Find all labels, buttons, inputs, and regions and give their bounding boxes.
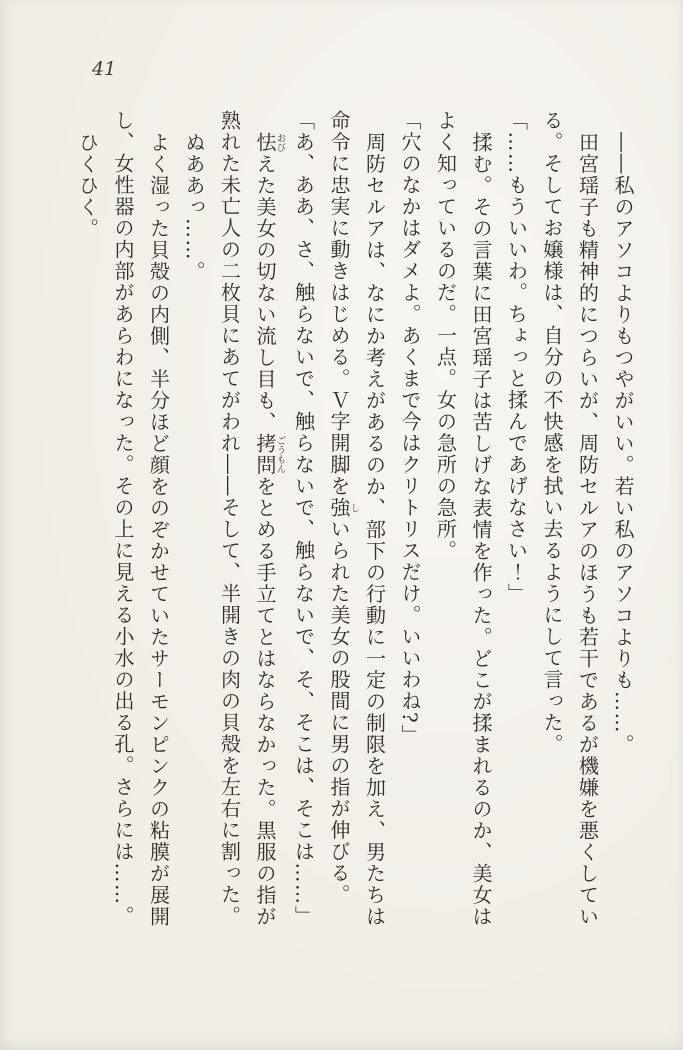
paragraph: ひくひく。 xyxy=(75,131,100,239)
furigana: ごうもん xyxy=(274,432,286,476)
page-number: 41 xyxy=(92,58,117,80)
paragraph: 周防セルアは、なにか考えがあるのか、部下の行動に一定の制限を加え、男たちは命令に忠実に動きはじめる。Ｖ字開脚を強しいられた美女の股間に男の指が伸びる。 xyxy=(327,110,387,927)
paragraph: 怯おびえた美女の切ない流し目も、拷問ごうもんをとめる手立てとはならなかった。黒服の指が熟れた未亡人の二枚貝にあてがわれ――そして、半開きの肉の貝殻を左右に割った。 xyxy=(217,110,286,927)
ruby-annotated: 拷問ごうもん xyxy=(253,432,286,476)
paragraph: 田宮瑶子も精神的につらいが、周防セルアのほうも若干であるが機嫌を悪くしている。そしてお嬢様は、自分の不快感を拭い去るようにして言った。 xyxy=(540,110,600,927)
furigana: おび xyxy=(274,131,286,153)
paragraph: よく湿った貝殻の内側、半分ほど顔をのぞかせていたサーモンピンクの粘膜が展開し、女性器の内部があらわになった。その上に見える小水の出る孔。さらには……。 xyxy=(111,110,171,927)
paragraph: 揉む。その言葉に田宮瑶子は苦しげな表情を作った。どこが揉まれるのか、美女はよく知っているのだ。一点。女の急所の急所。 xyxy=(433,110,493,927)
paragraph: ――私のアソコよりもつやがいい。若い私のアソコよりも……。 xyxy=(611,131,635,755)
text-block xyxy=(69,110,640,932)
ruby-annotated: 強し xyxy=(327,497,360,519)
paragraph: ぬああっ……。 xyxy=(182,131,206,282)
ruby-annotated: 怯おび xyxy=(253,131,286,153)
paragraph: 「……もういいわ。ちょっと揉んであげなさい！」 xyxy=(504,110,529,605)
paragraph: 「あ、ああ、さ、触らないで、触らないで、触らないで、そ、そこは、そこは……」 xyxy=(291,110,316,927)
furigana: し xyxy=(348,497,360,519)
paragraph: 「穴のなかはダメよ。あくまで今はクリトリスだけ。いいわね?」 xyxy=(398,110,422,746)
